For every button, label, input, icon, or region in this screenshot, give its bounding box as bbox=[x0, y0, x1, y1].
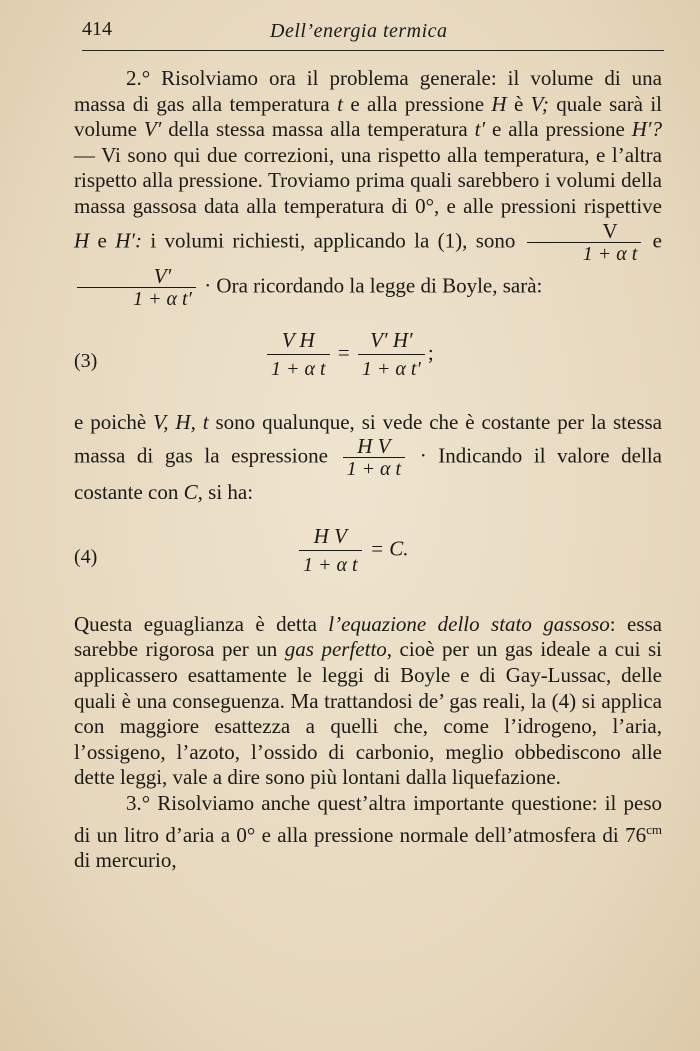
equation-label: (4) bbox=[74, 545, 98, 568]
equation-4-body: $\frac{\text{H V}}{\text{1 + α t}}$ = C. bbox=[296, 522, 409, 579]
equation-4 bbox=[74, 522, 662, 596]
page-header bbox=[82, 14, 664, 48]
equation-label: (3) bbox=[74, 349, 98, 372]
paragraph-air-weight: 3.° Risolviamo anche quest’altra importante questione: il peso di un litro d’aria a 0° e alla pressione normale dell’atmosfera di $76^{cm}$ di mercurio, bbox=[74, 790, 662, 873]
header-rule bbox=[82, 50, 664, 51]
equation-3-body: $\frac{\text{V H}}{\text{1 + α t}}$ = $\frac{V' H'}{\text{1 + α t′}}$ ; bbox=[264, 326, 434, 383]
paragraph-constant-expression: e poichè V, H, t sono qualunque, si vede che è costante per la stessa massa di gas la espressione $\frac{\text{H V}}{\text{1 + α t}}$ · Indicando il valore della costante con C, si ha: bbox=[74, 409, 662, 505]
fraction-vprime-over-1-alpha-tprime: $\frac{V'}{\text{1 + α t′}}$ bbox=[77, 265, 196, 310]
running-title: Dell’energia termica bbox=[270, 20, 448, 42]
paragraph-gas-state-equation: Questa eguaglianza è detta l’equazione dello stato gassoso: essa sarebbe rigorosa per un gas perfetto, cioè per un gas ideale a cui si applicassero esattamente le leggi di Boyle e di Gay-Lussac, delle quali è una conseguenza. Ma trattandosi de’ gas reali, la (4) si applica con maggiore esattezza a quelli che, come l’idrogeno, l’aria, l’ossigeno, l’azoto, l’ossido di carbonio, meglio obbediscono alle dette leggi, vale a dire sono più lontani dalla liquefazione. bbox=[74, 611, 662, 790]
page-number: 414 bbox=[82, 18, 112, 40]
paragraph-problem-general: 2.° Risolviamo ora il problema generale: il volume di una massa di gas alla temperatura t e alla pressione H è V; quale sarà il volume V′ della stessa massa alla temperatura t′ e alla pressione H′? — Vi sono qui due correzioni, una rispetto alla temperatura, e l’altra rispetto alla pressione. Troviamo prima quali sarebbero i volumi della massa gassosa data alla temperatura di 0°, e alle pressioni rispettive H e H′: i volumi richiesti, applicando la (1), sono $\frac{V}{\text{1 + α t}}$ e $\frac{V'}{\text{1 + α t′}}$ · Ora ricordando la legge di Boyle, sarà: bbox=[74, 66, 662, 310]
fraction-hv-over-1-alpha-t: $\frac{\text{H V}}{\text{1 + α t}}$ bbox=[343, 435, 406, 480]
equation-3 bbox=[74, 326, 662, 400]
page-body bbox=[74, 66, 662, 874]
fraction-v-over-1-alpha-t: $\frac{V}{\text{1 + α t}}$ bbox=[527, 220, 642, 265]
